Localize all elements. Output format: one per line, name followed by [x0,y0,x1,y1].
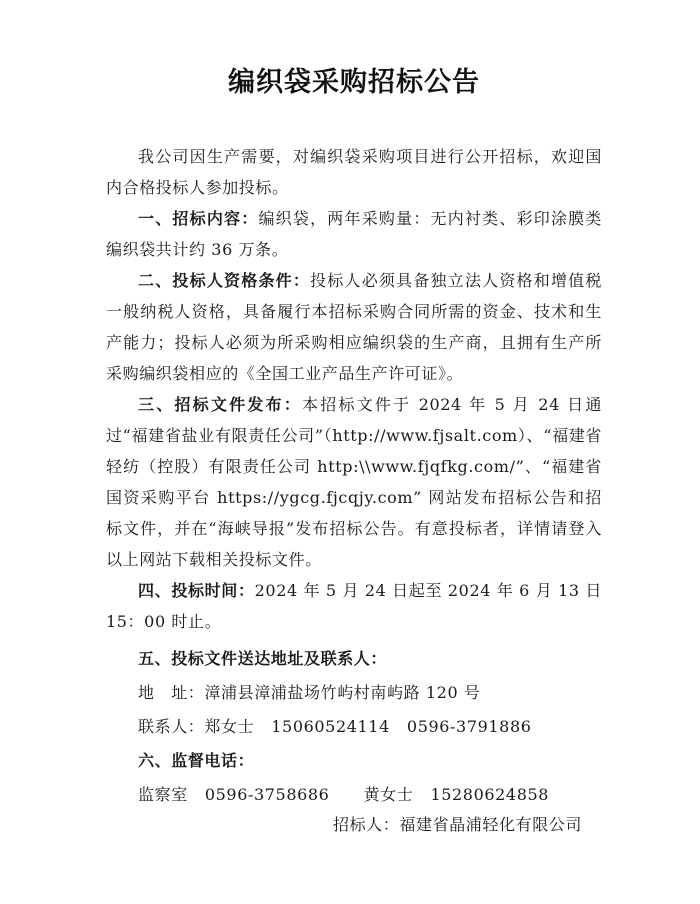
section-5-heading: 五、投标文件送达地址及联系人： [138,649,388,668]
office-phone: 0596-3758686 [204,785,330,804]
contact-label: 联系人： [138,717,205,736]
address-value: 漳浦县漳浦盐场竹屿村南屿路 120 号 [204,683,481,702]
contact-phone-mobile: 15060524114 [271,717,390,736]
section-3-text: 本招标文件于 2024 年 5 月 24 日通过“福建省盐业有限责任公司”（http://www.fjsalt.com）、“福建省轻纺（控股）有限责任公司 http:\\www.fjqfkg.com/”、“福建省国资采购平台 https://ygcg.fjcqjy.com” 网站发布招标公告和招标文件，并在“海峡导报”发布招标公告。有意投标者，详情请登入以上网站下载相关投标文件。 [106,395,602,569]
section-4-label: 四、投标时间： [138,581,255,600]
section-3-paragraph [106,389,602,575]
tenderer-name: 福建省晶浦轻化有限公司 [399,815,582,834]
address-line [106,677,602,708]
supervision-line [106,779,602,810]
tenderer-signature [333,812,582,835]
contact-line [106,711,602,742]
section-3-label: 三、招标文件发布： [138,395,303,414]
section-1-label: 一、招标内容： [138,209,259,228]
section-1-paragraph [106,203,602,265]
supervisor-phone: 15280624858 [430,785,550,804]
document-title: 编织袋采购招标公告 [228,67,480,98]
section-1-text: 编织袋，两年采购量：无内衬类、彩印涂膜类编织袋共计约 36 万条。 [106,209,602,259]
contact-phone-landline: 0596-3791886 [406,717,532,736]
section-4-paragraph [106,575,602,637]
intro-paragraph: 我公司因生产需要，对编织袋采购项目进行公开招标，欢迎国内合格投标人参加投标。 [106,147,602,197]
section-2-paragraph [106,265,602,389]
contact-name: 郑女士 [204,717,255,736]
section-6-heading: 六、监督电话： [138,751,255,770]
section-2-text: 投标人必须具备独立法人资格和增值税一般纳税人资格，具备履行本招标采购合同所需的资金、技术和生产能力；投标人必须为所采购相应编织袋的生产商，且拥有生产所采购编织袋相应的《全国工业产品生产许可证》。 [106,271,602,383]
supervisor-name: 黄女士 [363,785,414,804]
office-label: 监察室 [138,785,188,804]
tenderer-label: 招标人： [332,815,400,834]
section-4-text: 2024 年 5 月 24 日起至 2024 年 6 月 13 日 15：00 时止。 [106,581,603,631]
section-2-label: 二、投标人资格条件： [138,271,311,290]
address-label: 地 址： [138,683,205,702]
